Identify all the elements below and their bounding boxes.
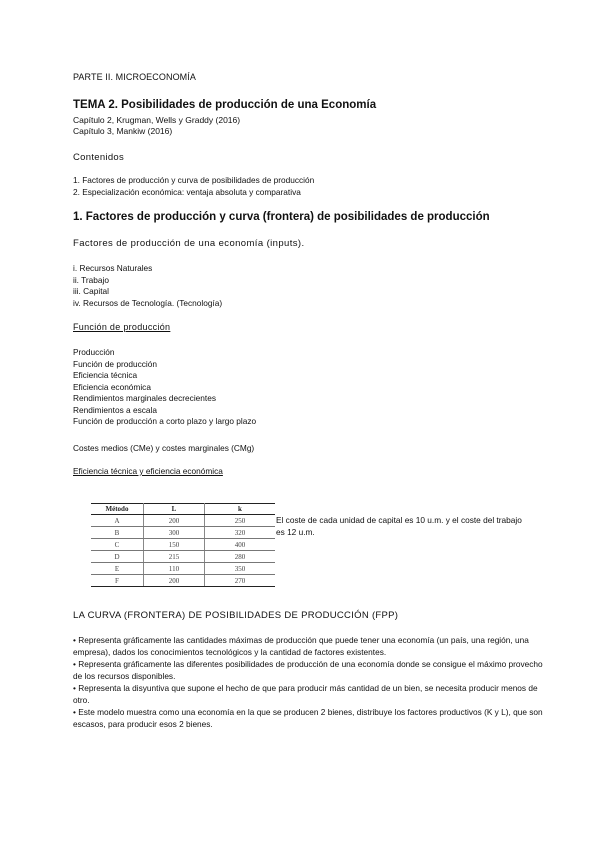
cost-note: El coste de cada unidad de capital es 10 u.m. y el coste del trabajo es 12 u.m. xyxy=(276,515,522,537)
topic-title: TEMA 2. Posibilidades de producción de una Economía xyxy=(73,99,377,111)
list-item: Rendimientos marginales decrecientes xyxy=(73,393,216,403)
table-row xyxy=(91,575,275,587)
contents-title: Contenidos xyxy=(73,152,125,163)
factors-list xyxy=(73,263,222,309)
list-item: iv. Recursos de Tecnología. (Tecnología) xyxy=(73,297,223,308)
list-item: 2. Especialización económica: ventaja absoluta y comparativa xyxy=(73,186,301,197)
table-cell: 215 xyxy=(144,551,205,563)
fpp-bullet: • Este modelo muestra como una economía en la que se producen 2 bienes, distribuye los factores productivos (K y L), que son escasos, para producir esos 2 bienes. xyxy=(73,707,543,729)
table-cell: 110 xyxy=(144,563,205,575)
table-cell: 250 xyxy=(205,515,276,527)
part-label: PARTE II. MICROECONOMÍA xyxy=(73,72,196,82)
reference-line: Capítulo 2, Krugman, Wells y Graddy (2016) xyxy=(73,115,241,125)
table-cell: 280 xyxy=(205,551,276,563)
table-cell: D xyxy=(91,551,144,563)
fpp-bullet: • Representa la disyuntiva que supone el hecho de que para producir más cantidad de un bien, se necesita producir menos de otro. xyxy=(73,683,538,705)
methods-table xyxy=(91,503,275,587)
reference-line: Capítulo 3, Mankiw (2016) xyxy=(73,126,173,136)
table-row xyxy=(91,551,275,563)
factors-title: Factores de producción de una economía (inputs). xyxy=(73,238,305,249)
list-item: i. Recursos Naturales xyxy=(73,263,153,273)
table-cell: 300 xyxy=(144,527,205,539)
table-cell: A xyxy=(91,515,144,527)
table-cell: F xyxy=(91,575,144,587)
table-cell: 200 xyxy=(144,515,205,527)
table-row xyxy=(91,539,275,551)
table-row xyxy=(91,563,275,575)
list-item: iii. Capital xyxy=(73,286,109,296)
list-item: Función de producción a corto plazo y largo plazo xyxy=(73,416,257,426)
contents-list xyxy=(73,175,314,198)
table-cell: 320 xyxy=(205,527,276,539)
table-cell: 150 xyxy=(144,539,205,551)
costs-line: Costes medios (CMe) y costes marginales (CMg) xyxy=(73,443,255,453)
column-header: Método xyxy=(91,504,144,515)
column-header: k xyxy=(205,504,276,515)
table-cell: 270 xyxy=(205,575,276,587)
list-item: Rendimientos a escala xyxy=(73,404,157,415)
fpp-bullet: • Representa gráficamente las cantidades máximas de producción que puede tener una economía (un país, una región, una empresa), dados los conocimientos tecnológicos y la cantidad de factores existentes. xyxy=(73,635,529,657)
table-row xyxy=(91,515,275,527)
column-header: L xyxy=(144,504,205,515)
section-heading: 1. Factores de producción y curva (frontera) de posibilidades de producción xyxy=(73,211,490,223)
list-item: Eficiencia técnica xyxy=(73,370,138,380)
list-item: ii. Trabajo xyxy=(73,274,109,285)
table-cell: B xyxy=(91,527,144,539)
table-cell: 400 xyxy=(205,539,276,551)
table-cell: 350 xyxy=(205,563,276,575)
list-item: 1. Factores de producción y curva de posibilidades de producción xyxy=(73,175,315,185)
fpp-title: LA CURVA (FRONTERA) DE POSIBILIDADES DE PRODUCCIÓN (FPP) xyxy=(73,610,399,621)
fpp-bullet: • Representa gráficamente las diferentes posibilidades de producción de una economía donde se consigue el máximo provecho de los recursos disponibles. xyxy=(73,659,543,681)
table-row xyxy=(91,527,275,539)
list-item: Eficiencia económica xyxy=(73,381,151,392)
efficiency-title: Eficiencia técnica y eficiencia económica xyxy=(73,466,223,476)
production-function-list xyxy=(73,347,256,428)
table-header-row xyxy=(91,504,275,515)
list-item: Función de producción xyxy=(73,358,157,369)
table-cell: 200 xyxy=(144,575,205,587)
table-cell: E xyxy=(91,563,144,575)
list-item: Producción xyxy=(73,347,115,357)
table-cell: C xyxy=(91,539,144,551)
production-function-title: Función de producción xyxy=(73,322,171,332)
